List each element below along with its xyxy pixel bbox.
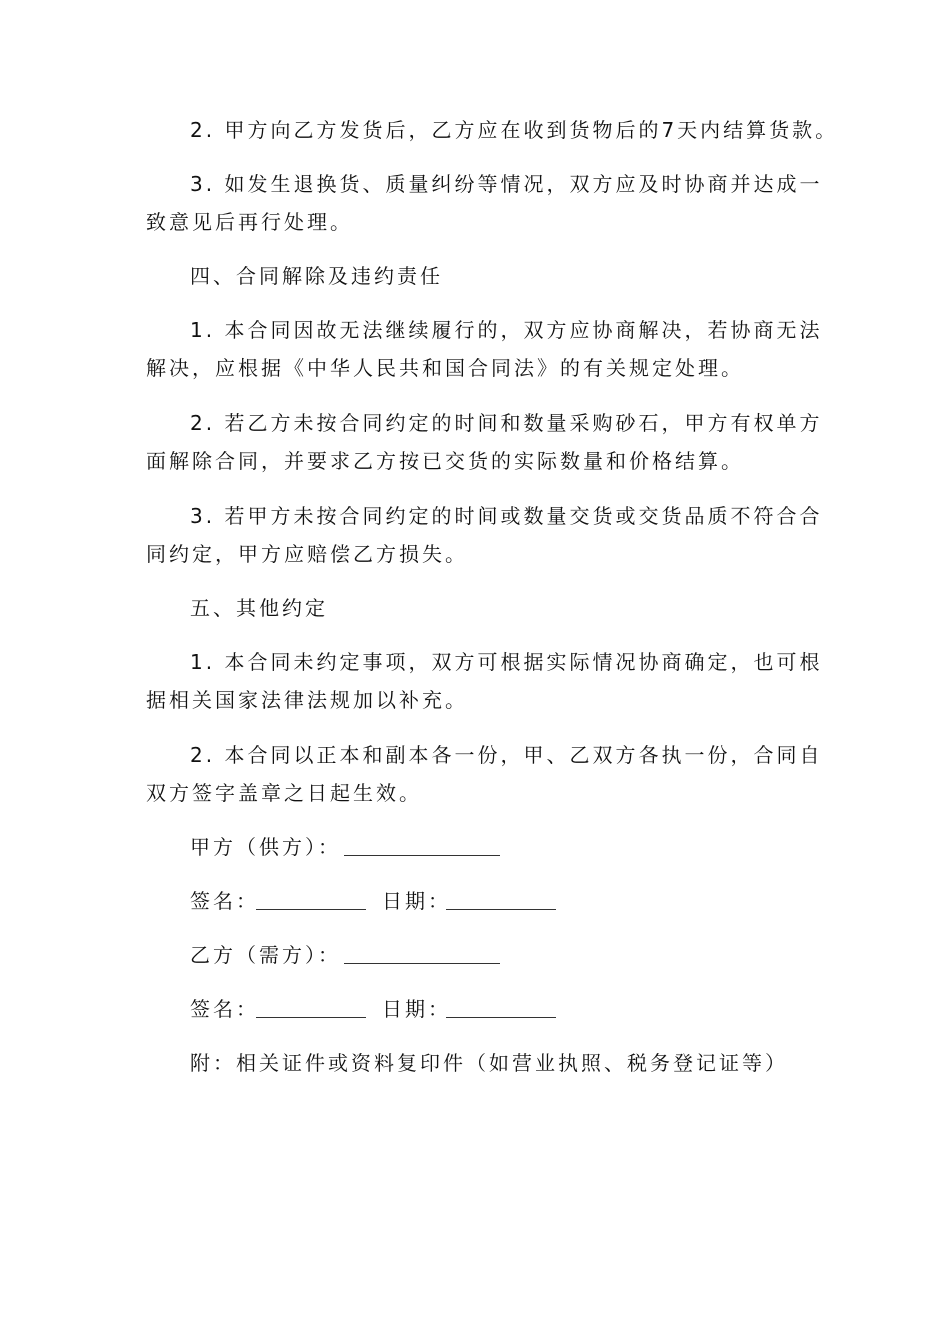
clause-5-2-line-2: 双方签字盖章之日起生效。 <box>146 781 422 805</box>
section-heading-5: 五、其他约定 <box>190 596 328 620</box>
attachment-note: 附：相关证件或资料复印件（如营业执照、税务登记证等） <box>190 1051 788 1075</box>
date-label-a: 日期： <box>382 889 451 913</box>
clause-4-2-line-1: 2. 若乙方未按合同约定的时间和数量采购砂石，甲方有权单方 <box>190 411 823 435</box>
clause-5-1-line-1: 1. 本合同未约定事项，双方可根据实际情况协商确定，也可根 <box>190 650 823 674</box>
sign-blank-a[interactable] <box>256 909 366 910</box>
clause-5-2-line-1: 2. 本合同以正本和副本各一份，甲、乙双方各执一份，合同自 <box>190 743 823 767</box>
party-a-label: 甲方（供方）： <box>190 835 341 859</box>
date-blank-a[interactable] <box>446 909 556 910</box>
date-label-b: 日期： <box>382 997 451 1021</box>
section-heading-4: 四、合同解除及违约责任 <box>190 264 443 288</box>
sign-label-a: 签名： <box>190 889 259 913</box>
party-a-blank[interactable] <box>344 855 500 856</box>
clause-4-2-line-2: 面解除合同，并要求乙方按已交货的实际数量和价格结算。 <box>146 449 744 473</box>
clause-4-1-line-2: 解决，应根据《中华人民共和国合同法》的有关规定处理。 <box>146 356 744 380</box>
clause-5-1-line-2: 据相关国家法律法规加以补充。 <box>146 688 468 712</box>
date-blank-b[interactable] <box>446 1017 556 1018</box>
clause-4-3-line-1: 3. 若甲方未按合同约定的时间或数量交货或交货品质不符合合 <box>190 504 823 528</box>
party-b-blank[interactable] <box>344 963 500 964</box>
sign-label-b: 签名： <box>190 997 259 1021</box>
clause-4-1-line-1: 1. 本合同因故无法继续履行的，双方应协商解决，若协商无法 <box>190 318 823 342</box>
sign-blank-b[interactable] <box>256 1017 366 1018</box>
clause-4-3-line-2: 同约定，甲方应赔偿乙方损失。 <box>146 542 468 566</box>
party-b-label: 乙方（需方）： <box>190 943 341 967</box>
clause-3-2-line-1: 2. 甲方向乙方发货后，乙方应在收到货物后的7天内结算货款。 <box>190 118 839 142</box>
clause-3-3-line-2: 致意见后再行处理。 <box>146 210 353 234</box>
clause-3-3-line-1: 3. 如发生退换货、质量纠纷等情况，双方应及时协商并达成一 <box>190 172 823 196</box>
